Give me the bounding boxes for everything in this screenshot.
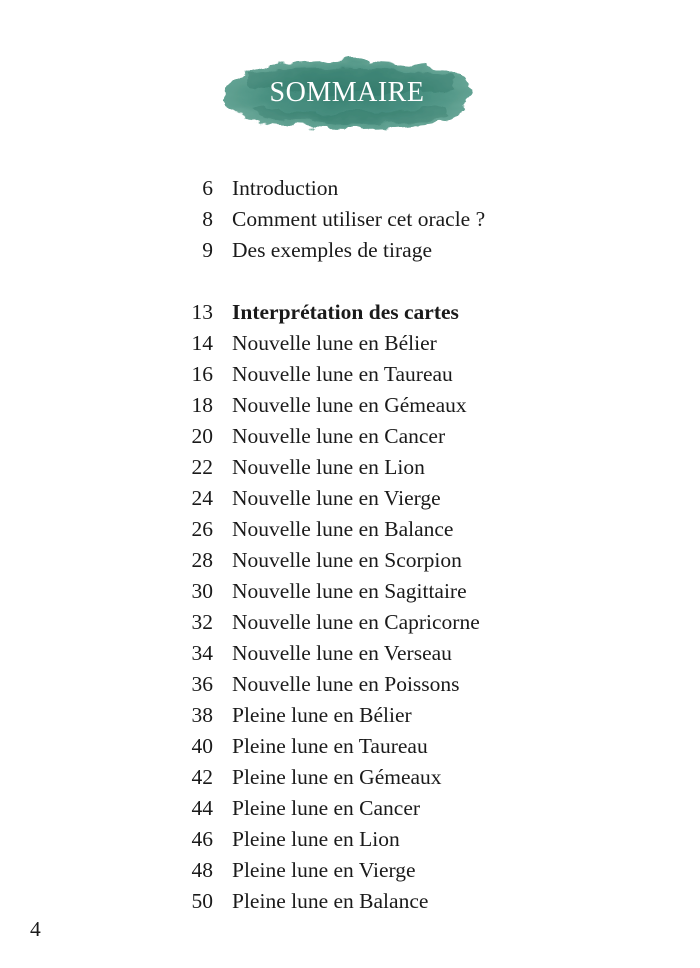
toc-entry[interactable] [0,235,700,266]
toc-entry-label: Pleine lune en Balance [232,889,429,913]
toc-page-number: 14 [191,331,213,355]
toc-page-number: 13 [191,300,213,324]
toc-page-number: 46 [191,827,213,851]
toc-page-number: 48 [191,858,213,882]
toc-entry-label: Des exemples de tirage [232,238,432,262]
toc-entry-label: Nouvelle lune en Cancer [232,424,446,448]
toc-page-number: 36 [191,672,213,696]
toc-page-number: 34 [191,641,213,665]
toc-entry[interactable] [0,731,700,762]
toc-page-number: 9 [202,238,213,262]
toc-entry[interactable] [0,638,700,669]
toc-entry-label: Nouvelle lune en Taureau [232,362,453,386]
toc-page-number: 16 [191,362,213,386]
toc-entry-label: Nouvelle lune en Vierge [232,486,441,510]
toc-page-number: 28 [191,548,213,572]
toc-group [0,173,700,266]
toc-entry-label: Nouvelle lune en Scorpion [232,548,462,572]
toc-entry[interactable] [0,824,700,855]
toc-entry-label: Nouvelle lune en Sagittaire [232,579,467,603]
toc-page-number: 50 [191,889,213,913]
toc-page-number: 6 [202,176,213,200]
toc-section-heading[interactable] [0,297,700,328]
toc-entry[interactable] [0,700,700,731]
toc-entry-label: Introduction [232,176,339,200]
toc-entry[interactable] [0,545,700,576]
toc-entry[interactable] [0,359,700,390]
toc-entry-label: Interprétation des cartes [232,300,459,324]
title-banner [218,52,476,134]
toc-entry[interactable] [0,421,700,452]
toc-entry[interactable] [0,390,700,421]
toc-entry[interactable] [0,886,700,917]
toc-page-number: 40 [191,734,213,758]
toc-entry[interactable] [0,762,700,793]
toc-page-number: 22 [191,455,213,479]
toc-entry[interactable] [0,793,700,824]
toc-page-number: 18 [191,393,213,417]
toc-page-number: 26 [191,517,213,541]
toc-entry[interactable] [0,173,700,204]
toc-entry[interactable] [0,514,700,545]
toc-entry-label: Nouvelle lune en Gémeaux [232,393,467,417]
toc-entry[interactable] [0,204,700,235]
toc-entry-label: Nouvelle lune en Balance [232,517,454,541]
toc-entry-label: Pleine lune en Bélier [232,703,412,727]
toc-entry-label: Pleine lune en Taureau [232,734,428,758]
toc-entry[interactable] [0,669,700,700]
toc-page-number: 24 [191,486,213,510]
toc-page-number: 42 [191,765,213,789]
toc-entry-label: Nouvelle lune en Bélier [232,331,437,355]
page-title: SOMMAIRE [269,77,425,108]
toc-entry[interactable] [0,607,700,638]
toc-entry[interactable] [0,452,700,483]
toc-group [0,297,700,917]
toc-entry-label: Pleine lune en Gémeaux [232,765,442,789]
toc-entry-label: Comment utiliser cet oracle ? [232,207,486,231]
page-number: 4 [30,917,41,941]
toc-entry-label: Pleine lune en Cancer [232,796,421,820]
toc-entry[interactable] [0,483,700,514]
toc-page-number: 38 [191,703,213,727]
toc-page-number: 8 [202,207,213,231]
toc-entry-label: Nouvelle lune en Capricorne [232,610,480,634]
toc-entry-label: Pleine lune en Vierge [232,858,416,882]
toc-entry-label: Pleine lune en Lion [232,827,400,851]
toc-entry[interactable] [0,576,700,607]
toc-page-number: 32 [191,610,213,634]
table-of-contents [0,173,700,917]
toc-page-number: 30 [191,579,213,603]
toc-entry-label: Nouvelle lune en Lion [232,455,425,479]
toc-page-number: 20 [191,424,213,448]
toc-entry[interactable] [0,328,700,359]
toc-entry-label: Nouvelle lune en Verseau [232,641,452,665]
toc-page-number: 44 [191,796,213,820]
toc-entry[interactable] [0,855,700,886]
toc-entry-label: Nouvelle lune en Poissons [232,672,460,696]
